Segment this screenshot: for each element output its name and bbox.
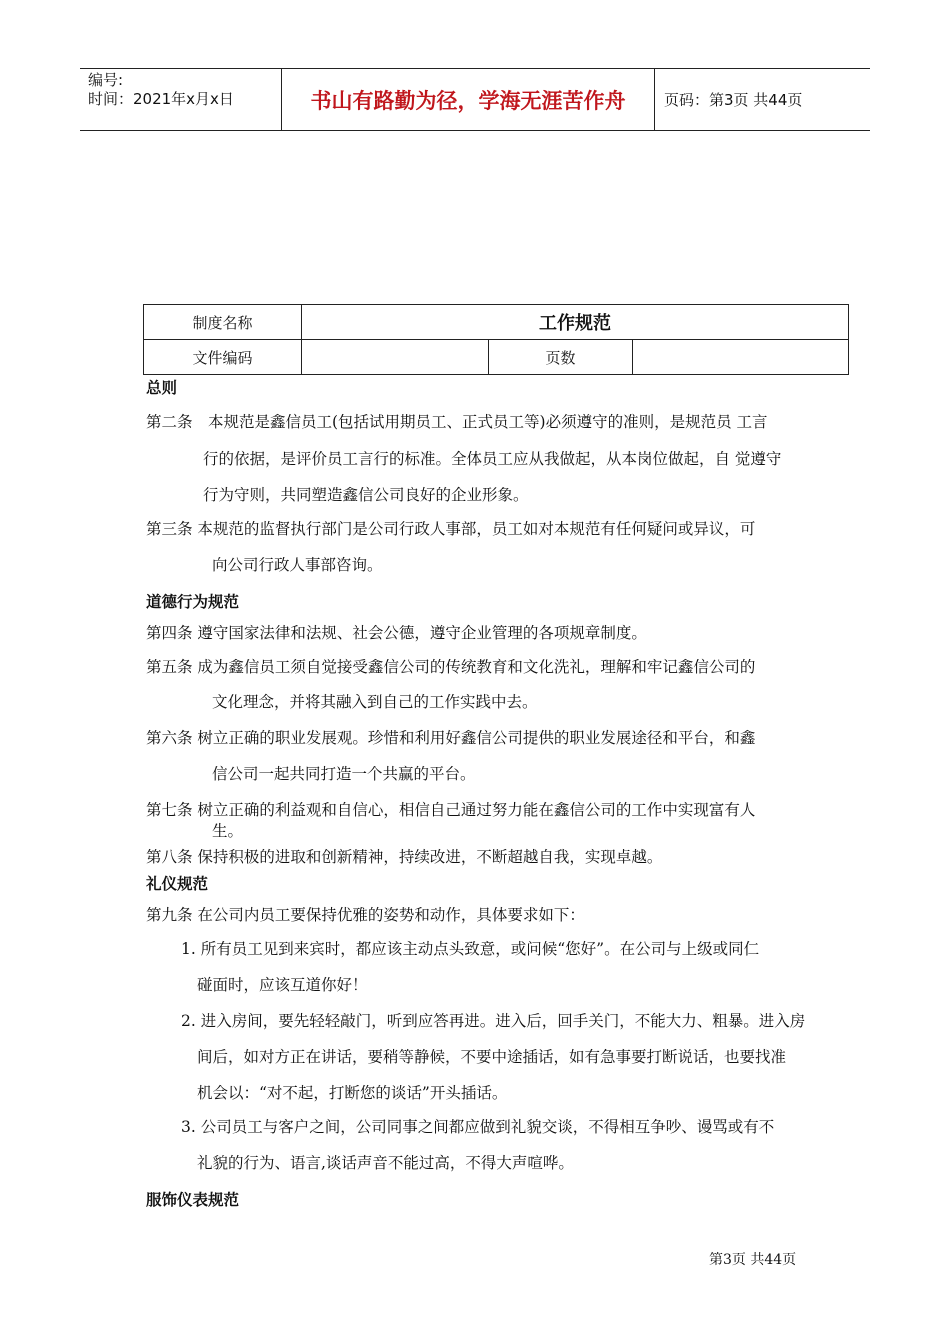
article-line: 第六条 树立正确的职业发展观。珍惜和利用好鑫信公司提供的职业发展途径和平台，和鑫 <box>146 729 756 747</box>
regulation-name-value: 工作规范 <box>302 305 849 340</box>
list-item: 2. 进入房间，要先轻轻敲门，听到应答再进。进入后，回手关门，不能大力、粗暴。进入房 <box>181 1012 806 1030</box>
list-item-continuation: 碰面时，应该互道你好！ <box>197 976 368 994</box>
article-line: 文化理念，并将其融入到自己的工作实践中去。 <box>212 693 538 711</box>
list-item-continuation: 机会以：“对不起，打断您的谈话”开头插话。 <box>197 1084 508 1102</box>
header-meta <box>88 71 234 109</box>
article-line: 第五条 成为鑫信员工须自觉接受鑫信公司的传统教育和文化洗礼，理解和牢记鑫信公司的 <box>146 658 756 676</box>
document-info-table <box>143 304 849 375</box>
article-line: 行的依据，是评价员工言行的标准。全体员工应从我做起，从本岗位做起，自 觉遵守 <box>203 450 782 468</box>
article-line: 行为守则，共同塑造鑫信公司良好的企业形象。 <box>203 486 529 504</box>
document-number-label: 编号: <box>88 71 124 89</box>
list-item: 3. 公司员工与客户之间，公司同事之间都应做到礼貌交谈，不得相互争吵、谩骂或有不 <box>181 1118 775 1136</box>
table-row <box>144 305 849 340</box>
section-heading-general: 总则 <box>146 379 178 397</box>
article-line: 信公司一起共同打造一个共赢的平台。 <box>212 765 476 783</box>
file-code-label: 文件编码 <box>144 340 302 375</box>
article-line: 第四条 遵守国家法律和法规、社会公德，遵守企业管理的各项规章制度。 <box>146 624 647 642</box>
table-row <box>144 340 849 375</box>
section-heading-moral: 道德行为规范 <box>146 593 240 611</box>
file-code-value <box>302 340 489 375</box>
article-line: 生。 <box>212 822 244 840</box>
document-time-label: 时间：2021年x月x日 <box>88 90 234 108</box>
page-footer: 第3页 共44页 <box>709 1252 797 1268</box>
section-heading-etiquette: 礼仪规范 <box>146 875 209 893</box>
section-heading-dress: 服饰仪表规范 <box>146 1191 240 1209</box>
list-item: 1. 所有员工见到来宾时，都应该主动点头致意，或问候“您好”。在公司与上级或同仁 <box>181 940 760 958</box>
regulation-name-label: 制度名称 <box>144 305 302 340</box>
page-count-value <box>633 340 849 375</box>
article-line: 向公司行政人事部咨询。 <box>212 556 383 574</box>
header-page-number: 页码：第3页 共44页 <box>664 91 803 109</box>
header-motto: 书山有路勤为径，学海无涯苦作舟 <box>310 88 626 113</box>
article-line: 第二条 本规范是鑫信员工(包括试用期员工、正式员工等)必须遵守的准则，是规范员 工言 <box>146 413 768 431</box>
page-header <box>80 68 870 131</box>
list-item-continuation: 间后，如对方正在讲话，要稍等静候，不要中途插话，如有急事要打断说话，也要找准 <box>197 1048 787 1066</box>
page-count-label: 页数 <box>489 340 633 375</box>
article-line: 第八条 保持积极的进取和创新精神，持续改进，不断超越自我，实现卓越。 <box>146 848 663 866</box>
article-line: 第九条 在公司内员工要保持优雅的姿势和动作，具体要求如下： <box>146 906 585 924</box>
list-item-continuation: 礼貌的行为、语言,谈话声音不能过高，不得大声喧哗。 <box>197 1154 574 1172</box>
header-divider-right <box>654 69 655 130</box>
article-line: 第三条 本规范的监督执行部门是公司行政人事部，员工如对本规范有任何疑问或异议，可 <box>146 520 756 538</box>
article-line: 第七条 树立正确的利益观和自信心，相信自己通过努力能在鑫信公司的工作中实现富有人 <box>146 801 756 819</box>
